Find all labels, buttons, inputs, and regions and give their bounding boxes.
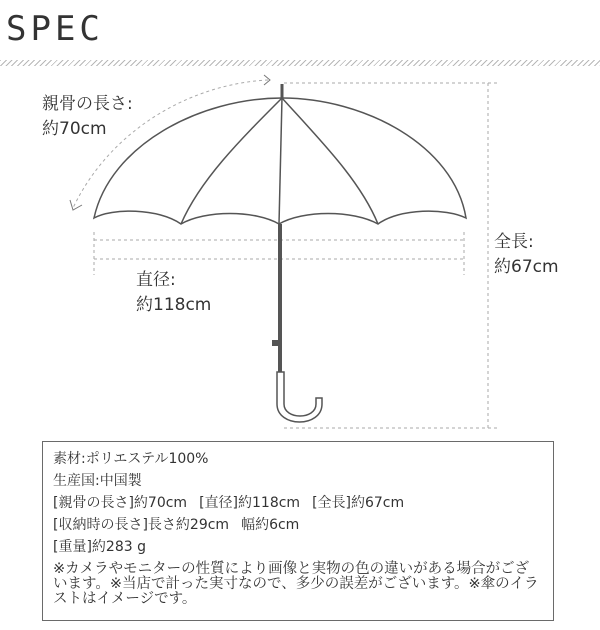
- canopy-rib-2: [279, 98, 282, 224]
- spec-origin: 生産国:中国製: [53, 473, 142, 489]
- diameter-label: 直径:: [136, 270, 176, 290]
- page-title: SPEC: [6, 9, 104, 49]
- spec-total: [全長]約67cm: [312, 495, 405, 511]
- spec-material: 素材:ポリエステル100%: [53, 451, 209, 467]
- spec-weight: [重量]約283 g: [53, 539, 146, 555]
- rib-length-value: 約70cm: [42, 119, 107, 139]
- umbrella-handle: [277, 372, 322, 422]
- diameter-value: 約118cm: [136, 295, 212, 315]
- spec-width: 幅約6cm: [241, 517, 300, 533]
- spec-folded: [53, 514, 543, 536]
- spec-diameter: [直径]約118cm: [199, 495, 301, 511]
- spec-sizes: [53, 492, 543, 514]
- spec-note: ※カメラやモニターの性質により画像と実物の色の違いがある場合がございます。※当店で計った実寸なので、多少の誤差がございます。※傘のイラストはイメージです。: [53, 561, 539, 607]
- total-length-value: 約67cm: [494, 257, 559, 277]
- canopy-rib-3: [282, 98, 378, 224]
- spec-folded-length: [収納時の長さ]長さ約29cm: [53, 517, 230, 533]
- umbrella-button: [272, 340, 278, 346]
- spec-rib: [親骨の長さ]約70cm: [53, 495, 188, 511]
- rib-length-label: 親骨の長さ:: [42, 94, 133, 114]
- total-length-label: 全長:: [494, 232, 534, 252]
- spec-box: [42, 441, 554, 621]
- canopy-rib-1: [181, 98, 282, 224]
- rib-arrowhead-bottom: [70, 200, 82, 210]
